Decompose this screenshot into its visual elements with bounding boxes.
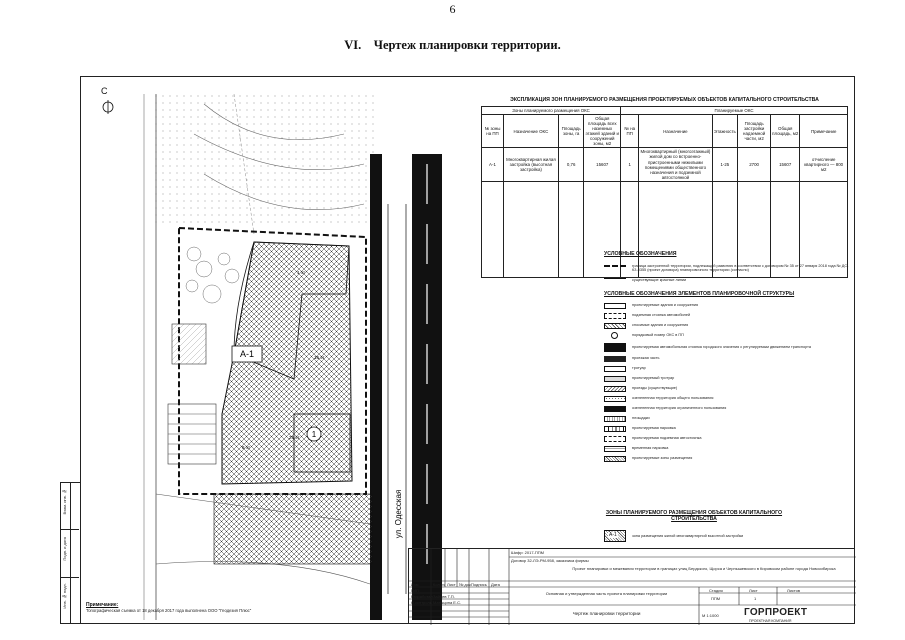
table-cell: Многоквартирная жилая застройка (высотная застройка): [503, 148, 558, 181]
table-cell: 2700: [738, 148, 771, 181]
project-title: Проект планировки и межевания территории в границах улиц Бердского, Щорса и Чернышевского в Кировском районе города Новосибирска: [572, 566, 836, 571]
planned-underground-parking-icon: [604, 436, 626, 442]
contract: Договор 32-ЛЭ-РМ-958, заказчика фирмы: [511, 558, 589, 563]
sidewalk-icon: [604, 366, 626, 372]
table-cell: отчисление квартирного — 800 м2: [800, 148, 848, 181]
sheet-value: 1: [754, 596, 757, 601]
driveway-icon: [604, 386, 626, 392]
floors-label: 16 эт: [314, 355, 325, 360]
title-block: Шифр: 2017-ППМ Договор 32-ЛЭ-РМ-958, заказчика фирмы Проект планировки и межевания территории в границах улиц Бердского, Щорса и Чернышевского в Кировском районе города Новосибирска Изм. Кол.уч Лист № док Подпись Дата ГИП Разработал Н.контроль Зайцев Т.П. Матыцина Е.С. Основная и утвержденная часть проекта планировки территории Чертеж планировки территории Стадия Лист Листов ППМ 1 М 1:1000 ГОРПРОЕКТ ПРОЕКТНАЯ КОМПАНИЯ: [408, 548, 855, 624]
playground-icon: [604, 416, 626, 422]
table-title: ЭКСПЛИКАЦИЯ ЗОН ПЛАНИРУЕМОГО РАЗМЕЩЕНИЯ ПРОЕКТИРУЕМЫХ ОБЪЕКТОВ КАПИТАЛЬНОГО СТРОИТЕЛЬСТВА: [482, 96, 848, 106]
side-stamp: [60, 482, 80, 624]
table-header: Назначение: [639, 115, 712, 148]
zone-legend-item: А-1 зона размещения жилой многоквартирной высотной застройки: [604, 530, 743, 542]
table-header: № на ПП: [621, 115, 639, 148]
table-row: [482, 148, 848, 181]
oks-number-icon: [611, 332, 618, 339]
floors-label: 1 эт: [297, 270, 306, 275]
table-cell: 15607: [584, 148, 621, 181]
legend-item: подземная стоянка автомобилей: [604, 311, 849, 320]
table-header: № зоны на ПП: [482, 115, 504, 148]
table-group-header: Планируемые ОКС: [621, 106, 848, 114]
table-cell: Многоквартирный (многоэтажный) жилой дом со встроенно-пристроенными нежилыми помещениями общественного назначения и подземной автостоянкой: [640, 149, 711, 180]
legend-item: временная парковка: [604, 444, 849, 453]
company-subtitle: ПРОЕКТНАЯ КОМПАНИЯ: [749, 619, 792, 623]
legend-item: проектируемая подземная автостоянка: [604, 434, 849, 443]
zone-legend-title: ЗОНЫ ПЛАНИРУЕМОГО РАЗМЕЩЕНИЯ ОБЪЕКТОВ КАПИТАЛЬНОГО СТРОИТЕЛЬСТВА: [605, 510, 783, 523]
temporary-parking-icon: [604, 446, 626, 452]
site-plan: [84, 94, 492, 620]
legend-item: проектируемые здания и сооружения: [604, 301, 849, 310]
table-cell: А-1: [482, 148, 504, 181]
street-label: ул. Одесская: [394, 489, 403, 539]
legend-item: озелененная территория общего пользования: [604, 394, 849, 403]
planned-zone-icon: [604, 456, 626, 462]
table-cell: 1: [621, 148, 639, 181]
sidebar-label: Подп. и дата: [62, 537, 67, 561]
planned-sidewalk-icon: [604, 376, 626, 382]
notes: [86, 602, 306, 613]
restricted-green-icon: [604, 406, 626, 412]
legend-item: существующие красные линии: [604, 276, 849, 285]
legend-item: проектируемая парковка: [604, 424, 849, 433]
table-header: Общая площадь, м2: [771, 115, 800, 148]
boundary-line-icon: [604, 265, 626, 271]
section-text: Основная и утвержденная часть проекта планировки территории: [545, 591, 668, 596]
legend-item: сносимые здания и сооружения: [604, 321, 849, 330]
table-header: Примечание: [800, 115, 848, 148]
carriageway-icon: [604, 356, 626, 362]
legend-item: проезды (существующие): [604, 384, 849, 393]
planned-parking-icon: [604, 426, 626, 432]
red-line-icon: [604, 278, 626, 284]
floors-label: 8 эт: [242, 445, 251, 450]
north-letter: С: [101, 86, 108, 96]
legend-title: УСЛОВНЫЕ ОБОЗНАЧЕНИЯ ЭЛЕМЕНТОВ ПЛАНИРОВОЧНОЙ СТРУКТУРЫ: [604, 291, 795, 297]
table-header: Этажность: [712, 115, 738, 148]
sidebar-label: Инв. № подл.: [62, 583, 67, 609]
table-cell: 1-25: [712, 148, 738, 181]
legend-item: проектируемый тротуар: [604, 374, 849, 383]
city-road-icon: [604, 343, 626, 352]
table-header: Площадь застройки надземной части, м2: [738, 115, 771, 148]
doc-code: Шифр: 2017-ППМ: [511, 550, 544, 555]
legend-item: проектируемые зоны размещения: [604, 454, 849, 463]
stage-value: ППМ: [711, 596, 721, 601]
zone-hatch-icon: А-1: [604, 530, 626, 542]
company-logo: ГОРПРОЕКТ: [744, 607, 808, 618]
building-icon: [604, 303, 626, 309]
legend-item: проезжая часть: [604, 354, 849, 363]
legend-item: площадки: [604, 414, 849, 423]
legend-title: УСЛОВНЫЕ ОБОЗНАЧЕНИЯ: [604, 251, 677, 257]
sheet-name: Чертеж планировки территории: [572, 611, 641, 616]
legend-item: озелененная территория ограниченного пользования: [604, 404, 849, 413]
section-heading: VI. Чертеж планировки территории.: [344, 38, 561, 52]
notes-label: Примечание:: [86, 602, 119, 608]
underground-parking-icon: [604, 313, 626, 319]
legend-item: проектируемая автомобильная стоянка городского значения с регулируемым движением транспорта: [604, 341, 849, 353]
table-cell: 0,76: [558, 148, 584, 181]
demolition-icon: [604, 323, 626, 329]
page-number: 6: [449, 2, 456, 16]
table-header: Общая площадь всех наземных этажей зданий и сооружений зоны, м2: [585, 116, 620, 147]
notes-text: Топографическая съемка от 18 декабря 2017 года выполнена ООО "Геодезия Плюс": [86, 608, 252, 613]
scale: М 1:1000: [702, 613, 719, 618]
legend: [604, 251, 849, 464]
zone-label: А-1: [239, 349, 255, 359]
legend-item: порядковый номер ОКС в ПП: [604, 331, 849, 340]
table-cell: 15607: [771, 148, 800, 181]
floors-label: 25 эт: [289, 435, 300, 440]
legend-item: тротуар: [604, 364, 849, 373]
table-group-header: Зоны планируемого размещения ОКС: [482, 106, 621, 114]
legend-item: граница застроенной территории, подлежащей развитию в соответствии с договором № 35 от 27 января 2018 года № ДС-КЗ-0355 (проект договора) планировочного территории (согласно): [604, 261, 849, 275]
public-green-icon: [604, 396, 626, 402]
plot-number: 1: [311, 430, 317, 439]
sidebar-label: Взам. инв. №: [62, 489, 67, 515]
table-header: Назначение ОКС: [503, 115, 558, 148]
table-header: Площадь зоны, га: [558, 115, 584, 148]
